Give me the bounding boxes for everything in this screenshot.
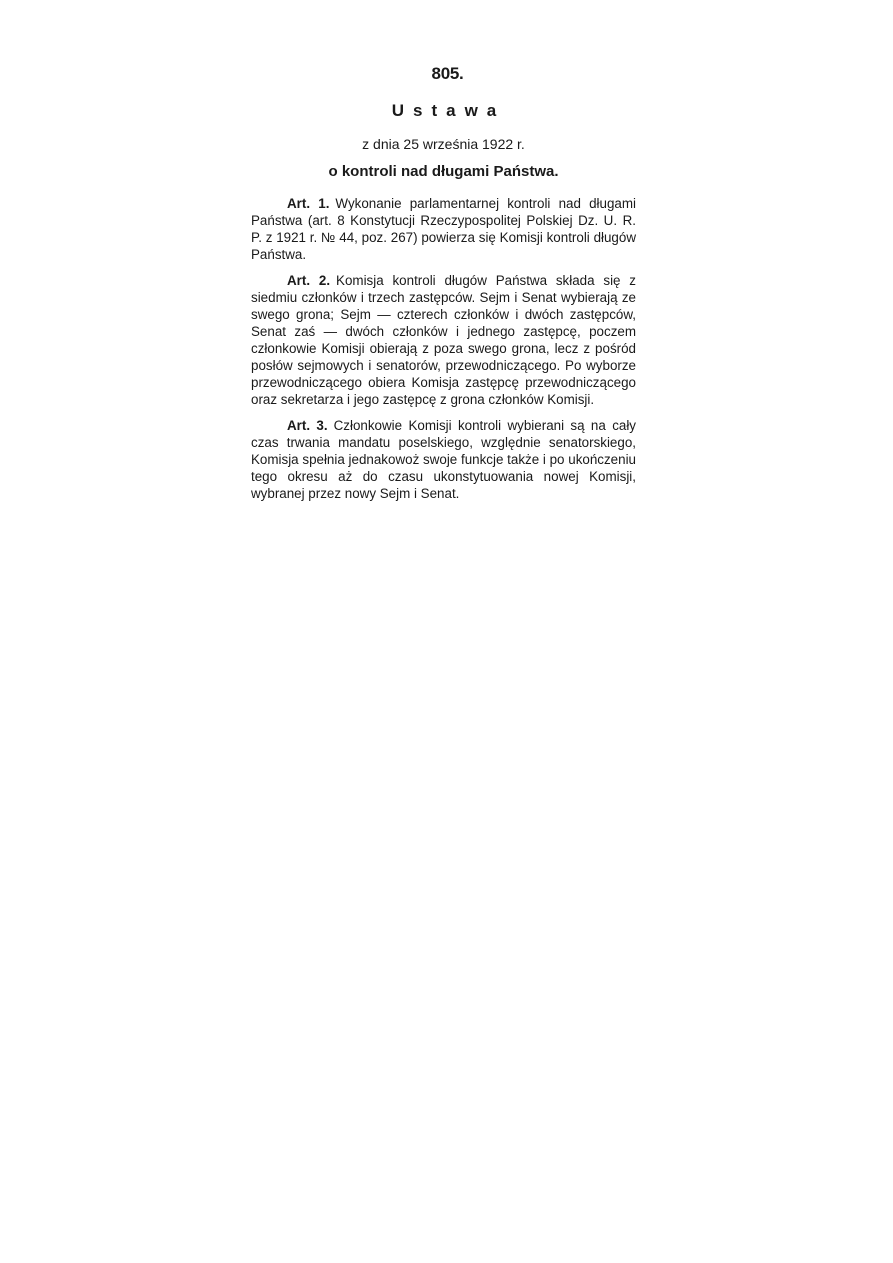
document-date: z dnia 25 września 1922 r. [362,136,525,152]
text-column [251,62,636,502]
document-subject: o kontroli nad długami Państwa. [328,163,559,180]
document-title: Ustawa [391,101,506,120]
article-3-label: Art. 3. [287,418,328,433]
article-2-text: Komisja kontroli długów Państwa składa się z siedmiu członków i trzech zastępców. Sejm i Senat wybierają ze swego grona; Sejm — czterech członków i dwóch zastępców, Senat zaś — dwóch członków i jednego zastępcę, poczem członkowie Komisji obierają z poza swego grona, lecz z pośród posłów sejmowych i senatorów, przewodniczącego. Po wyborze przewodniczącego obiera Komisja zastępcę przewodniczącego oraz sekretarza i jego zastępcę z grona członków Komisji. [251,273,636,407]
article-1-text: Wykonanie parlamentarnej kontroli nad długami Państwa (art. 8 Konstytucji Rzeczypospolitej Polskiej Dz. U. R. P. z 1921 r. № 44, poz. 267) powierza się Komisji kontroli długów Państwa. [251,196,636,262]
article-3-text: Członkowie Komisji kontroli wybierani są na cały czas trwania mandatu poselskiego, względnie senatorskiego, Komisja spełnia jednakowoż swoje funkcje także i po ukończeniu tego okresu aż do czasu ukonstytuowania nowej Komisji, wybranej przez nowy Sejm i Senat. [251,418,637,501]
article-2-label: Art. 2. [287,273,331,288]
article-2 [251,272,636,408]
article-3 [251,417,636,502]
article-1-label: Art. 1. [287,196,330,211]
article-1 [251,195,636,263]
page-number: 805. [431,64,464,83]
